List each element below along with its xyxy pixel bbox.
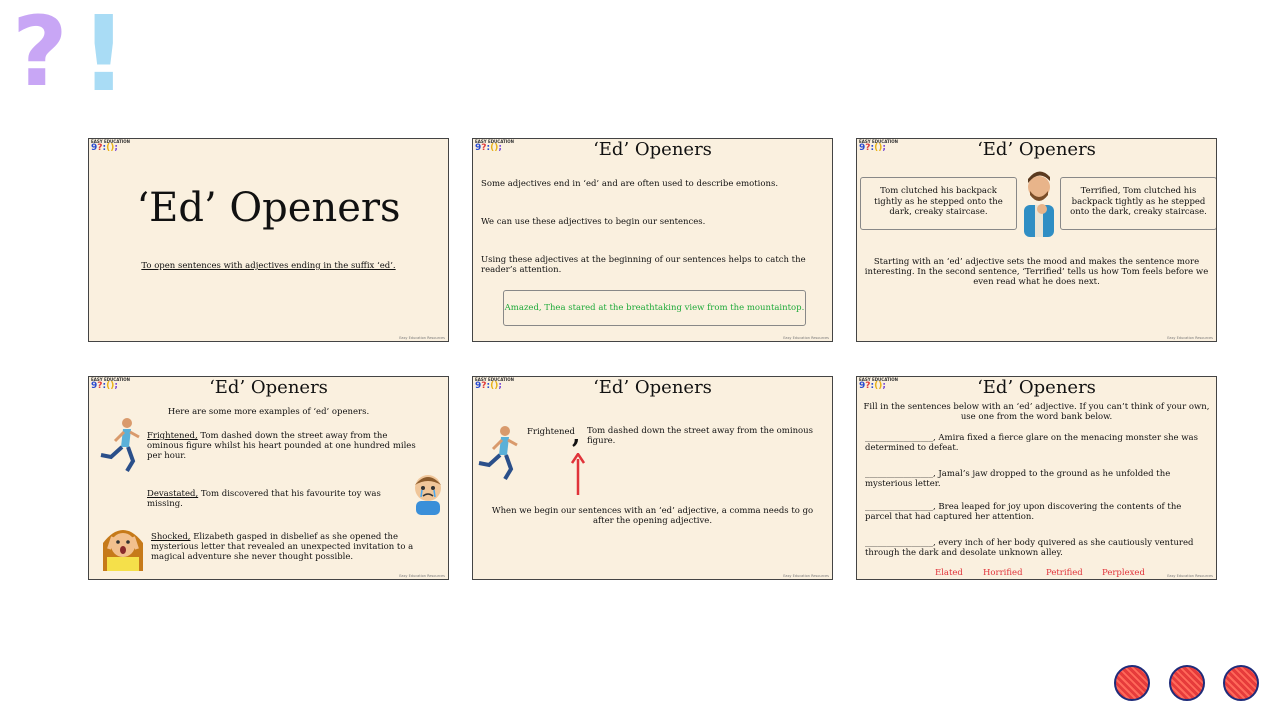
fill-in-sentence-1: ________________, Amira fixed a fierce glare on the menacing monster she was determined to defeat. — [865, 433, 1198, 453]
slide-footer: Easy Education Resources — [399, 574, 445, 578]
slide-footer: Easy Education Resources — [783, 336, 829, 340]
decorative-dot — [1169, 665, 1205, 701]
sentence-rest: Tom dashed down the street away from the ominous figure. — [587, 426, 814, 446]
slide-title: ‘Ed’ Openers — [209, 377, 328, 398]
slide-title: ‘Ed’ Openers — [977, 377, 1096, 398]
instructions-text: Fill in the sentences below with an ‘ed’ adjective. If you can’t think of your own, use one from the word bank below. — [863, 402, 1210, 422]
example-sentence-box: Amazed, Thea stared at the breathtaking view from the mountaintop. — [503, 290, 806, 326]
question-mark-logo: ? — [12, 0, 68, 108]
arrow-up-icon — [571, 453, 585, 495]
brand-name: EASY EDUCATION — [475, 139, 514, 144]
brand-logo: 9?:(); — [91, 381, 118, 391]
brand-logo: 9?:(); — [859, 143, 886, 153]
brand-name: EASY EDUCATION — [91, 377, 130, 382]
paragraph-2: We can use these adjectives to begin our sentences. — [481, 217, 706, 227]
fill-in-sentence-3: ________________, Brea leaped for joy upon discovering the contents of the parcel that had captured her attention. — [865, 502, 1182, 522]
brand-name: EASY EDUCATION — [859, 139, 898, 144]
crying-boy-icon — [411, 471, 445, 515]
brand-logo: 9?:(); — [475, 381, 502, 391]
running-man-icon — [475, 423, 525, 483]
example-frightened: Frightened, Tom dashed down the street away from the ominous figure whilst his heart pounded at one hundred miles per hour. — [147, 431, 416, 461]
slide-3[interactable] — [856, 138, 1217, 342]
slide-footer: Easy Education Resources — [1167, 574, 1213, 578]
word-bank-item: Petrified — [1046, 568, 1083, 578]
brand-logo: 9?:(); — [475, 143, 502, 153]
brand-name: EASY EDUCATION — [475, 377, 514, 382]
running-man-icon — [97, 415, 143, 475]
slide-footer: Easy Education Resources — [783, 574, 829, 578]
word-bank-item: Elated — [935, 568, 963, 578]
brand-logo: 9?:(); — [91, 143, 118, 153]
slide-footer: Easy Education Resources — [399, 336, 445, 340]
slide-title: ‘Ed’ Openers — [136, 185, 401, 231]
opener-word: Frightened — [527, 427, 575, 437]
example-devastated: Devastated, Tom discovered that his favourite toy was missing. — [147, 489, 381, 509]
slide-5[interactable] — [472, 376, 833, 580]
plain-sentence-box: Tom clutched his backpack tightly as he stepped onto the dark, creaky staircase. — [860, 177, 1017, 230]
thinking-man-icon — [1020, 169, 1058, 237]
paragraph-1: Some adjectives end in ‘ed’ and are often used to describe emotions. — [481, 179, 779, 189]
slide-title: ‘Ed’ Openers — [593, 377, 712, 398]
slide-footer: Easy Education Resources — [1167, 336, 1213, 340]
slide-2[interactable] — [472, 138, 833, 342]
slide-title: ‘Ed’ Openers — [977, 139, 1096, 160]
learning-objective: To open sentences with adjectives ending in the suffix ‘ed’. — [141, 261, 396, 271]
word-bank-item: Perplexed — [1102, 568, 1145, 578]
slide-title: ‘Ed’ Openers — [593, 139, 712, 160]
paragraph-3: Using these adjectives at the beginning of our sentences helps to catch the reader’s attention. — [481, 255, 806, 275]
brand-logo: 9?:(); — [859, 381, 886, 391]
brand-name: EASY EDUCATION — [91, 139, 130, 144]
exclamation-mark-logo: ! — [80, 0, 128, 115]
word-bank-item: Horrified — [983, 568, 1023, 578]
ed-opener-sentence-box: Terrified, Tom clutched his backpack tightly as he stepped onto the dark, creaky staircase. — [1060, 177, 1217, 230]
example-shocked: Shocked, Elizabeth gasped in disbelief as she opened the mysterious letter that revealed an unexpected invitation to a magical adventure she never thought possible. — [151, 532, 414, 562]
fill-in-sentence-2: ________________, Jamal’s jaw dropped to the ground as he unfolded the mysterious letter. — [865, 469, 1171, 489]
intro-text: Here are some more examples of ‘ed’ openers. — [167, 407, 370, 417]
shocked-woman-icon — [97, 521, 149, 571]
decorative-dot — [1114, 665, 1150, 701]
slide-4[interactable] — [88, 376, 449, 580]
slide-6[interactable] — [856, 376, 1217, 580]
decorative-dot — [1223, 665, 1259, 701]
slide-1[interactable] — [88, 138, 449, 342]
comma-mark: , — [572, 420, 581, 449]
comma-rule-text: When we begin our sentences with an ‘ed’ adjective, a comma needs to go after the opening adjective. — [491, 506, 814, 526]
brand-name: EASY EDUCATION — [859, 377, 898, 382]
fill-in-sentence-4: ________________, every inch of her body quivered as she cautiously ventured through the dark and desolate unknown alley. — [865, 538, 1194, 558]
explanation-text: Starting with an ‘ed’ adjective sets the mood and makes the sentence more interesting. In the second sentence, ‘Terrified’ tells us how Tom feels before we even read what he does next. — [864, 257, 1209, 287]
